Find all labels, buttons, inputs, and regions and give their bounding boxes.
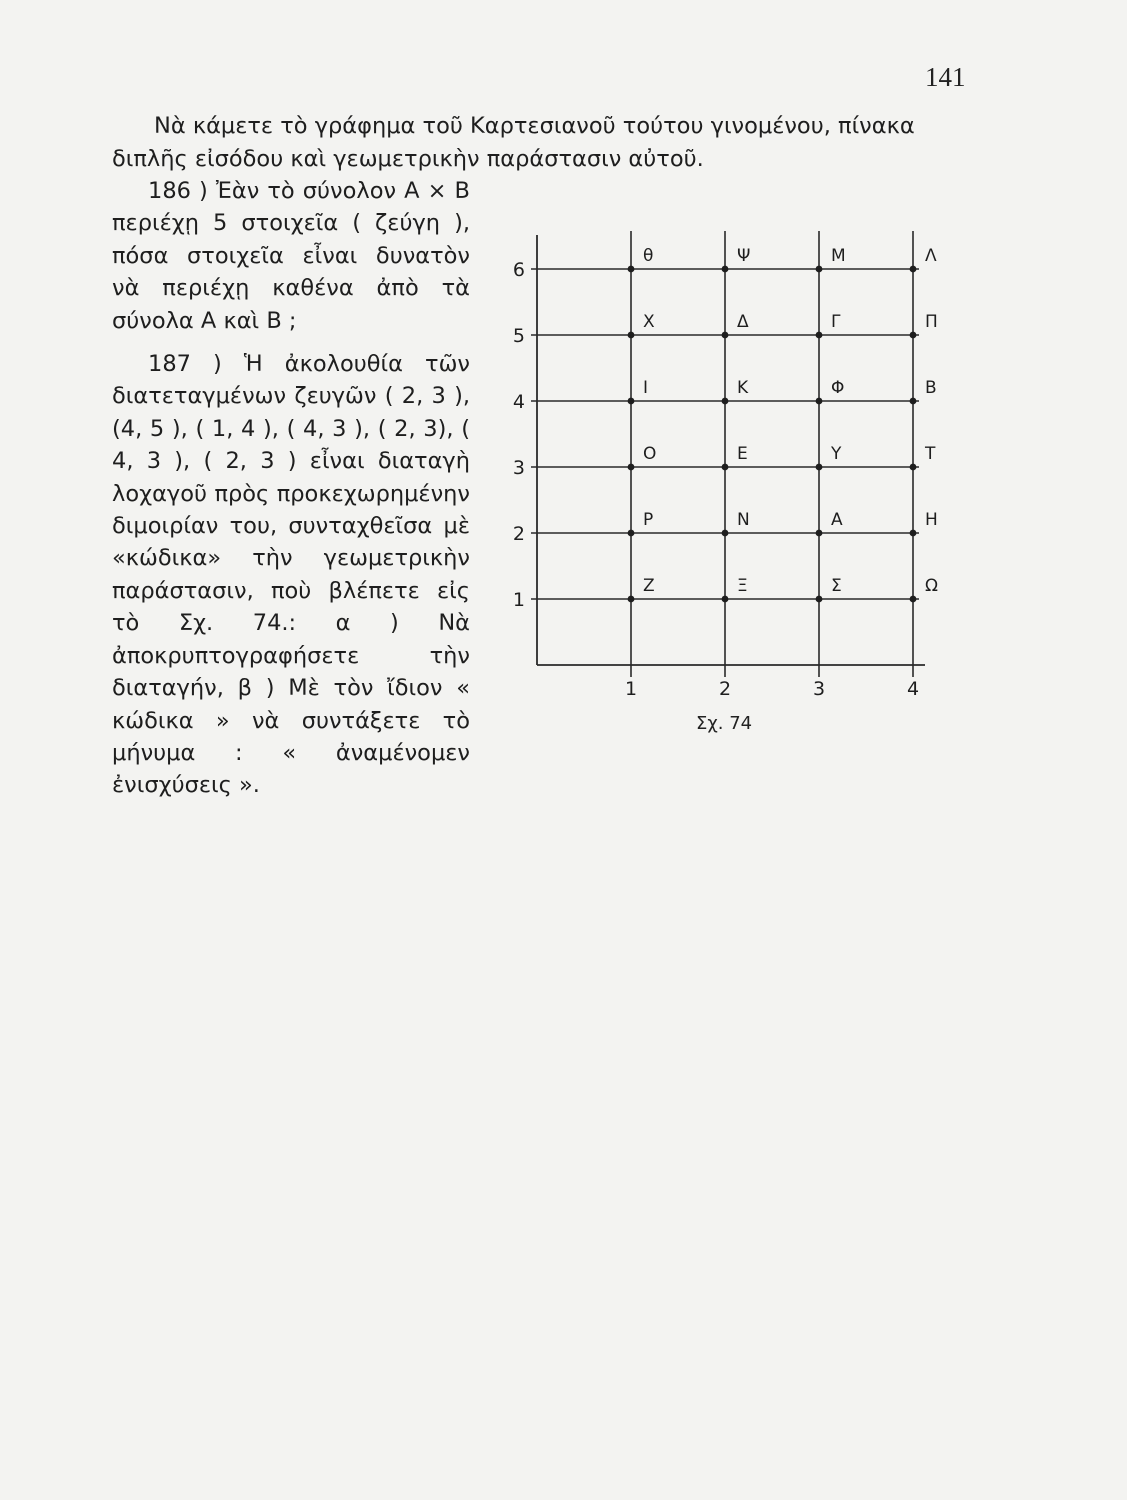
chart-point	[722, 596, 729, 603]
exercise-186: 186 ) Ἐὰν τὸ σύνολον Α × Β περιέχῃ 5 στοιχεῖα ( ζεύγη ), πόσα στοιχεῖα εἶναι δυνατὸν νὰ περιέχῃ καθένα ἀπὸ τὰ σύνολα Α καὶ Β ;	[112, 178, 470, 334]
chart-point-label: Ε	[737, 444, 748, 464]
chart-point	[628, 398, 635, 405]
chart-point-label: Π	[925, 312, 938, 332]
x-tick-label: 4	[906, 678, 920, 700]
chart-point	[910, 464, 917, 471]
chart-point-label: Ο	[643, 444, 657, 464]
x-tick-label: 1	[624, 678, 638, 700]
chart-point	[628, 596, 635, 603]
chart-tick-labels	[513, 259, 919, 700]
chart-point	[722, 266, 729, 273]
exercise-column	[112, 175, 470, 802]
chart-point	[722, 530, 729, 537]
chart-point-label: Ρ	[643, 510, 654, 530]
chart-point-label: Ξ	[737, 576, 748, 596]
y-tick-label: 1	[512, 589, 525, 611]
y-tick-label: 4	[512, 391, 525, 413]
chart-point-label: Ζ	[643, 576, 655, 596]
chart-points	[628, 266, 917, 603]
x-tick-label: 2	[718, 678, 732, 700]
chart-point-label: Δ	[737, 312, 749, 332]
intro-paragraph: Νὰ κάμετε τὸ γράφημα τοῦ Καρτεσιανοῦ τούτου γινομένου, πίνακα διπλῆς εἰσόδου καὶ γεωμετρικὴν παράστασιν αὐτοῦ.	[112, 113, 915, 172]
chart-point	[722, 332, 729, 339]
chart-point	[628, 530, 635, 537]
chart-grid	[531, 231, 919, 677]
chart-point-label: Τ	[925, 444, 936, 464]
page-number: 141	[925, 62, 966, 92]
chart-point-label: Β	[925, 378, 937, 398]
chart-point-label: Μ	[831, 246, 846, 266]
chart-point	[722, 464, 729, 471]
chart-point	[628, 464, 635, 471]
figure-74-grid	[505, 205, 960, 700]
chart-point-label: Φ	[831, 378, 845, 398]
chart-point-label: Ν	[737, 510, 750, 530]
chart-point	[910, 266, 917, 273]
chart-point-labels	[643, 246, 938, 596]
chart-point	[816, 596, 823, 603]
x-tick-label: 3	[812, 678, 826, 700]
chart-axes	[537, 235, 925, 665]
chart-point	[816, 398, 823, 405]
chart-point-label: Ψ	[737, 246, 751, 266]
chart-point	[816, 464, 823, 471]
chart-point-label: Κ	[737, 378, 749, 398]
chart-point	[816, 332, 823, 339]
y-tick-label: 2	[512, 523, 525, 545]
chart-point-label: Η	[925, 510, 938, 530]
chart-point-label: Α	[831, 510, 843, 530]
chart-point-label: Ι	[643, 378, 649, 398]
chart-point-label: Υ	[831, 444, 842, 464]
chart-point	[816, 266, 823, 273]
chart-point	[910, 398, 917, 405]
chart-point	[816, 530, 823, 537]
chart-point	[722, 398, 729, 405]
chart-point	[628, 266, 635, 273]
chart-point	[910, 530, 917, 537]
y-tick-label: 3	[512, 457, 525, 479]
y-tick-label: 6	[512, 259, 525, 281]
chart-point	[910, 332, 917, 339]
chart-point	[628, 332, 635, 339]
chart-point-label: Ω	[925, 576, 938, 596]
figure-caption: Σχ. 74	[696, 713, 753, 734]
chart-point-label: Γ	[831, 312, 841, 332]
y-tick-label: 5	[512, 325, 525, 347]
exercise-187: 187 ) Ἡ ἀκολουθία τῶν διατεταγμένων ζευγῶν ( 2, 3 ), (4, 5 ), ( 1, 4 ), ( 4, 3 ), ( 2, 3), ( 4, 3 ), ( 2, 3 ) εἶναι διαταγὴ λοχαγοῦ πρὸς προκεχωρημένην διμοιρίαν του, συνταχθεῖσα μὲ «κώδικα» τὴν γεωμετρικὴν παράστασιν, ποὺ βλέπετε εἰς τὸ Σχ. 74.: α ) Νὰ ἀποκρυπτογραφήσετε τὴν διαταγήν, β ) Μὲ τὸν ἴδιον « κώδικα » νὰ συντάξετε τὸ μήνυμα : « ἀναμένομεν ἐνισχύσεις ».	[112, 351, 470, 799]
chart-point-label: Χ	[643, 312, 655, 332]
chart-point-label: Λ	[925, 246, 937, 266]
chart-point-label: θ	[643, 246, 654, 266]
chart-point	[910, 596, 917, 603]
chart-point-label: Σ	[831, 576, 842, 596]
